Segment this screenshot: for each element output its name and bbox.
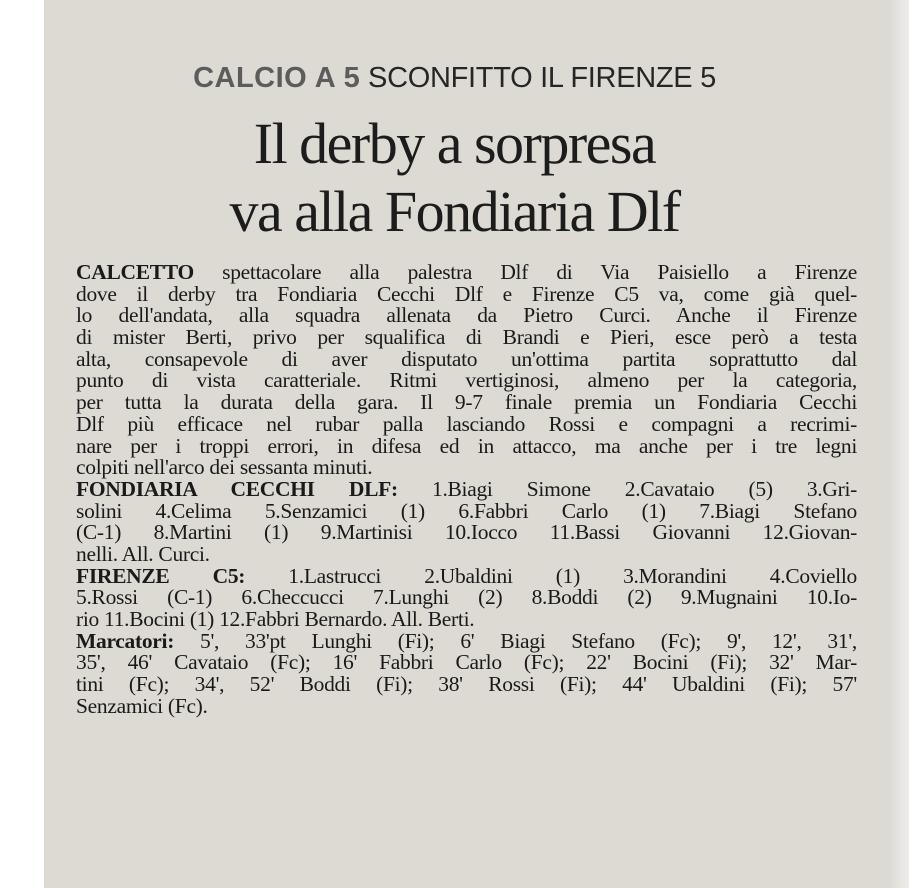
article-line-text: nare per i troppi errori, in difesa ed in attacco, ma anche per i tre legni [76,433,857,458]
article-line-text: (C-1) 8.Martini (1) 9.Martinisi 10.Iocco 11.Bassi Giovanni 12.Giovan- [76,520,857,545]
article-line [76,674,857,696]
article-kicker [0,62,909,95]
article-line [76,392,857,414]
article-line-text: 35', 46' Cavataio (Fc); 16' Fabbri Carlo (Fc); 22' Bocini (Fi); 32' Mar- [76,650,857,675]
article-line-text: rio 11.Bocini (1) 12.Fabbri Bernardo. All. Berti. [76,607,475,631]
article-line-lead: FIRENZE C5: [76,563,246,588]
article-line-text: colpiti nell'arco dei sessanta minuti. [76,455,373,480]
article-line [76,433,857,458]
headline-line-2: va alla Fondiaria Dlf [229,179,680,244]
article-line [76,370,857,392]
article-line-text: alta, consapevole di aver disputato un'ottima partita soprattutto dal [76,346,857,371]
article-line-text: 5.Rossi (C-1) 6.Checcucci 7.Lunghi (2) 8.Boddi (2) 9.Mugnaini 10.Io- [76,585,857,610]
article-line [76,476,857,501]
article-line-text: Senzamici (Fc). [76,693,208,718]
article-line [76,652,857,674]
article-line-text: tini (Fc); 34', 52' Boddi (Fi); 38' Rossi (Fi); 44' Ubaldini (Fi); 57' [76,672,857,697]
article-line-text: nelli. All. Curci. [76,541,210,566]
article-line [76,628,857,653]
article-line-text: solini 4.Celima 5.Senzamici (1) 6.Fabbri Carlo (1) 7.Biagi Stefano [76,498,857,523]
article-line-text: lo dell'andata, alla squadra allenata da Pietro Curci. Anche il Firenze [76,303,857,328]
article-line-text: Dlf più efficace nel rubar palla lasciando Rossi e compagni a recrimi- [76,411,857,436]
article-line-text: 5', 33'pt Lunghi (Fi); 6' Biagi Stefano (Fc); 9', 12', 31', [174,628,857,653]
article-line [76,262,857,284]
article-line [76,281,857,306]
article-line [76,327,857,349]
article-line-lead: Marcatori: [76,628,175,653]
article-line [76,609,857,631]
article-line [76,346,857,371]
article-line-lead: FONDIARIA CECCHI DLF: [76,476,398,501]
article-line [76,457,857,479]
article-line-text: spettacolare alla palestra Dlf di Via Paisiello a Firenze [193,260,857,284]
article-line [76,587,857,609]
article-body [76,262,857,717]
article-line-text: 1.Lastrucci 2.Ubaldini (1) 3.Morandini 4.Coviello [245,563,857,588]
headline-line-1: Il derby a sorpresa [253,111,656,176]
article-line [76,411,857,436]
kicker-section: CALCIO A 5 [193,62,361,94]
article-line [76,563,857,588]
kicker-topic: SCONFITTO IL FIRENZE 5 [368,62,716,94]
article-line-text: dove il derby tra Fondiaria Cecchi Dlf e Firenze C5 va, come già quel- [76,281,857,306]
article-line [76,522,857,544]
article-line [76,541,857,566]
article-line-text: di mister Berti, privo per squalifica di Brandi e Pieri, esce però a testa [76,325,857,350]
article-line-text: punto di vista caratteriale. Ritmi vertiginosi, almeno per la categoria, [76,368,857,393]
article-line [76,693,857,718]
article-line-lead: CALCETTO [76,260,194,284]
article-line [76,305,857,327]
article-line-text: per tutta la durata della gara. Il 9-7 finale premia un Fondiaria Cecchi [76,390,857,415]
article-line [76,498,857,523]
article-line-text: 1.Biagi Simone 2.Cavataio (5) 3.Gri- [397,476,857,501]
article-headline [0,110,909,246]
